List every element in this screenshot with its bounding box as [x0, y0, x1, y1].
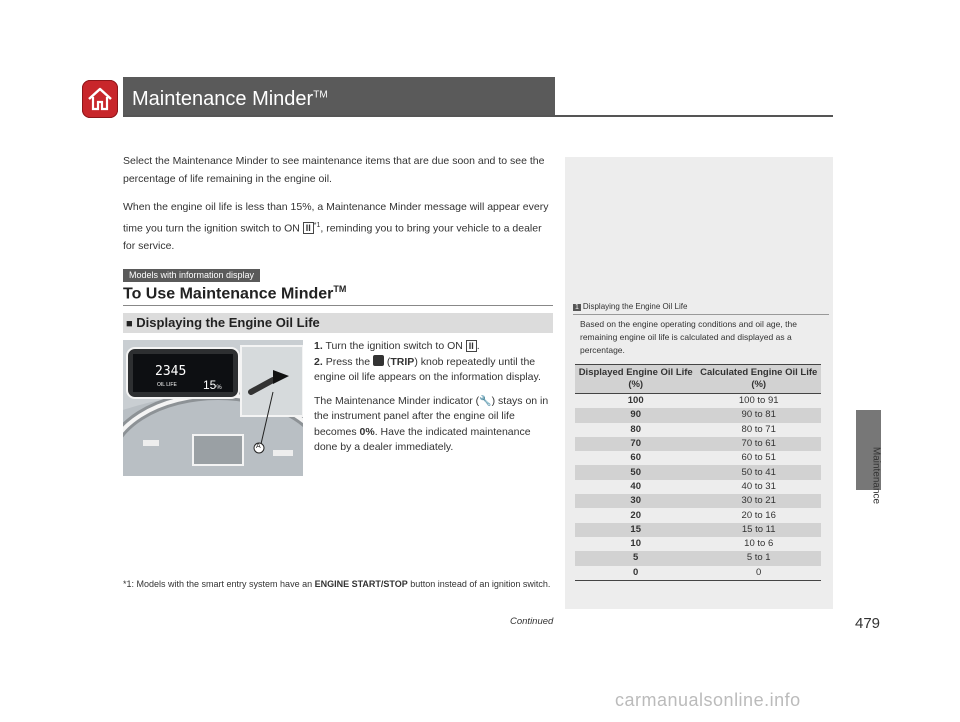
page-title: Maintenance Minder™ — [132, 88, 328, 110]
wrench-icon: 🔧 — [479, 395, 492, 407]
ignition-on-key-icon: II — [466, 340, 477, 352]
title-underline — [123, 115, 833, 117]
section-rule — [123, 305, 553, 306]
step-2: 2. Press the (TRIP) knob repeatedly until the engine oil life appears on the information display. — [314, 355, 541, 383]
table-row: 20 20 to 16 — [630, 509, 776, 521]
table-row: 15 15 to 11 — [575, 523, 821, 537]
page-number: 479 — [855, 615, 881, 632]
note-ref-icon: 1 — [575, 304, 579, 311]
step-1: 1. Turn the ignition switch to ON II . — [314, 340, 480, 352]
steering-wheel-illustration — [123, 340, 303, 476]
table-row: 90 90 to 81 — [575, 408, 821, 422]
table-row: 10 10 to 6 — [630, 538, 774, 550]
dashboard-illustration — [123, 340, 303, 476]
oil-life-label: OIL LIFE — [157, 382, 177, 388]
subheading: ■ Displaying the Engine Oil Life — [126, 315, 320, 330]
intro-paragraph-2: When the engine oil life is less than 15%, a Maintenance Minder message will appear every time you turn the ignition switch to ON II $^{*1}$, reminding you to bring your vehicle to a dealer for service. — [123, 201, 549, 252]
note-rule — [573, 314, 829, 315]
table-row: 30 30 to 21 — [575, 494, 821, 508]
callout-label: A — [256, 443, 261, 450]
table-row: 80 80 to 71 — [630, 423, 776, 435]
oil-life-value: 15% — [203, 378, 222, 392]
oil-life-table — [575, 364, 821, 581]
table-row: 0 0 — [575, 566, 821, 581]
odometer-readout: 2345 — [155, 364, 187, 379]
home-button[interactable] — [82, 80, 118, 118]
chapter-label: Maintenance — [870, 446, 882, 505]
note-body: Based on the engine operating conditions and oil age, the remaining engine oil life is calculated and displayed as a percentage. — [580, 319, 797, 355]
table-header: Displayed Engine Oil Life (%) — [575, 365, 696, 394]
ignition-on-key-icon: II — [303, 222, 314, 234]
footnote: *1: Models with the smart entry system have an ENGINE START/STOP button instead of an ignition switch. — [123, 579, 551, 589]
intro-paragraph-1: Select the Maintenance Minder to see maintenance items that are due soon and to see the percentage of life remaining in the engine oil. — [123, 155, 545, 185]
table-row: 40 40 to 31 — [630, 480, 776, 492]
continued-label: Continued — [510, 616, 554, 627]
table-row: 60 60 to 51 — [630, 452, 776, 464]
table-row: 5 5 to 1 — [575, 551, 821, 565]
section-heading: To Use Maintenance Minder™ — [123, 284, 347, 303]
table-row: 50 50 to 41 — [575, 465, 821, 479]
note-heading: 1 Displaying the Engine Oil Life — [575, 302, 688, 311]
table-row: 70 70 to 61 — [575, 437, 821, 451]
indicator-paragraph: The Maintenance Minder indicator (🔧) stays on in the instrument panel after the engine oil life becomes 0%. Have the indicated maintenance done by a dealer immediately. — [314, 394, 549, 453]
table-row: 100 100 to 91 — [627, 395, 779, 407]
info-knob-icon — [373, 355, 384, 366]
steps — [314, 339, 554, 456]
table-header: Calculated Engine Oil Life (%) — [696, 365, 821, 394]
watermark: carmanualsonline.info — [615, 690, 801, 710]
model-tag: Models with information display — [123, 269, 260, 282]
home-icon — [87, 87, 113, 111]
